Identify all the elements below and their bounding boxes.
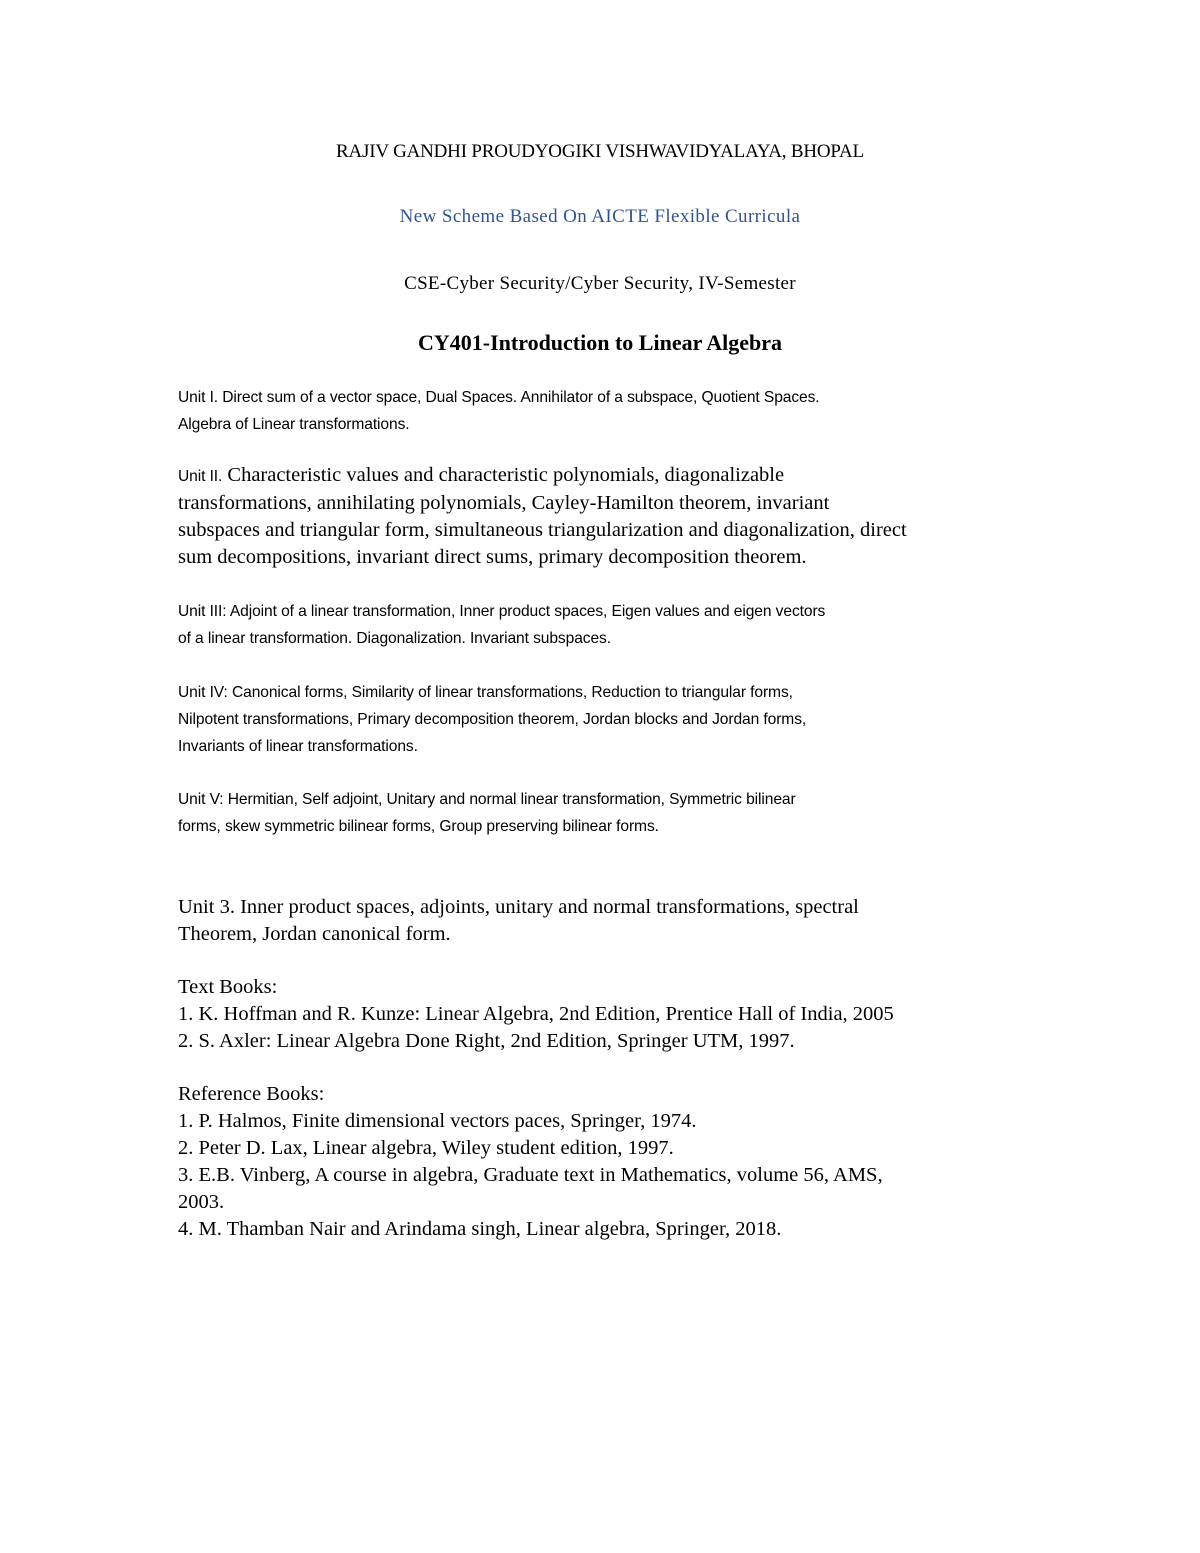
unit-1-line: Algebra of Linear transformations. [178,416,410,433]
reference-book-item: 2. Peter D. Lax, Linear algebra, Wiley student edition, 1997. [178,1137,674,1159]
unit-2-line: subspaces and triangular form, simultaneous triangularization and diagonalization, direct [178,519,907,541]
unit-4-line: Unit IV: Canonical forms, Similarity of linear transformations, Reduction to triangular forms, [178,684,793,701]
unit-4-section [178,679,1058,760]
unit-3-repeat-line: Theorem, Jordan canonical form. [178,923,451,945]
unit-1-section [178,384,1058,438]
text-book-item: 1. K. Hoffman and R. Kunze: Linear Algebra, 2nd Edition, Prentice Hall of India, 2005 [178,1003,894,1025]
unit-3-repeat-line: Unit 3. Inner product spaces, adjoints, unitary and normal transformations, spectral [178,896,859,918]
unit-3-line: of a linear transformation. Diagonalization. Invariant subspaces. [178,630,611,647]
unit-2-prefix: Unit II. [178,468,223,485]
program-line: CSE-Cyber Security/Cyber Security, IV-Semester [404,273,796,294]
unit-4-line: Invariants of linear transformations. [178,738,418,755]
course-title: CY401-Introduction to Linear Algebra [417,330,783,355]
unit-5-line: forms, skew symmetric bilinear forms, Group preserving bilinear forms. [178,818,659,835]
unit-3-line: Unit III: Adjoint of a linear transformation, Inner product spaces, Eigen values and eigen vectors [178,603,826,620]
unit-3-repeat-section [178,894,1058,948]
unit-1-line: Unit I. Direct sum of a vector space, Dual Spaces. Annihilator of a subspace, Quotient Spaces. [178,389,820,406]
university-name: RAJIV GANDHI PROUDYOGIKI VISHWAVIDYALAYA, BHOPAL [336,141,864,162]
unit-2-section [178,462,1058,571]
reference-book-item: 3. E.B. Vinberg, A course in algebra, Graduate text in Mathematics, volume 56, AMS, [178,1164,883,1186]
reference-books-heading: Reference Books: [178,1083,325,1105]
text-books-section [178,974,1058,1055]
reference-book-item: 2003. [178,1191,225,1213]
unit-2-line: Unit II. Characteristic values and characteristic polynomials, diagonalizable [178,464,785,486]
reference-book-item: 4. M. Thamban Nair and Arindama singh, Linear algebra, Springer, 2018. [178,1218,782,1240]
reference-book-item: 1. P. Halmos, Finite dimensional vectors paces, Springer, 1974. [178,1110,697,1132]
text-books-heading: Text Books: [178,976,278,998]
scheme-line: New Scheme Based On AICTE Flexible Curricula [399,206,801,227]
unit-3-section [178,598,1058,652]
reference-books-section [178,1081,1058,1243]
unit-5-section [178,786,1058,840]
unit-4-line: Nilpotent transformations, Primary decomposition theorem, Jordan blocks and Jordan forms, [178,711,807,728]
unit-1-prefix: Unit I. [178,389,219,406]
unit-5-line: Unit V: Hermitian, Self adjoint, Unitary and normal linear transformation, Symmetric bilinear [178,791,796,808]
unit-2-line: sum decompositions, invariant direct sums, primary decomposition theorem. [178,546,807,568]
text-book-item: 2. S. Axler: Linear Algebra Done Right, 2nd Edition, Springer UTM, 1997. [178,1030,795,1052]
unit-2-line: transformations, annihilating polynomials, Cayley-Hamilton theorem, invariant [178,492,830,514]
